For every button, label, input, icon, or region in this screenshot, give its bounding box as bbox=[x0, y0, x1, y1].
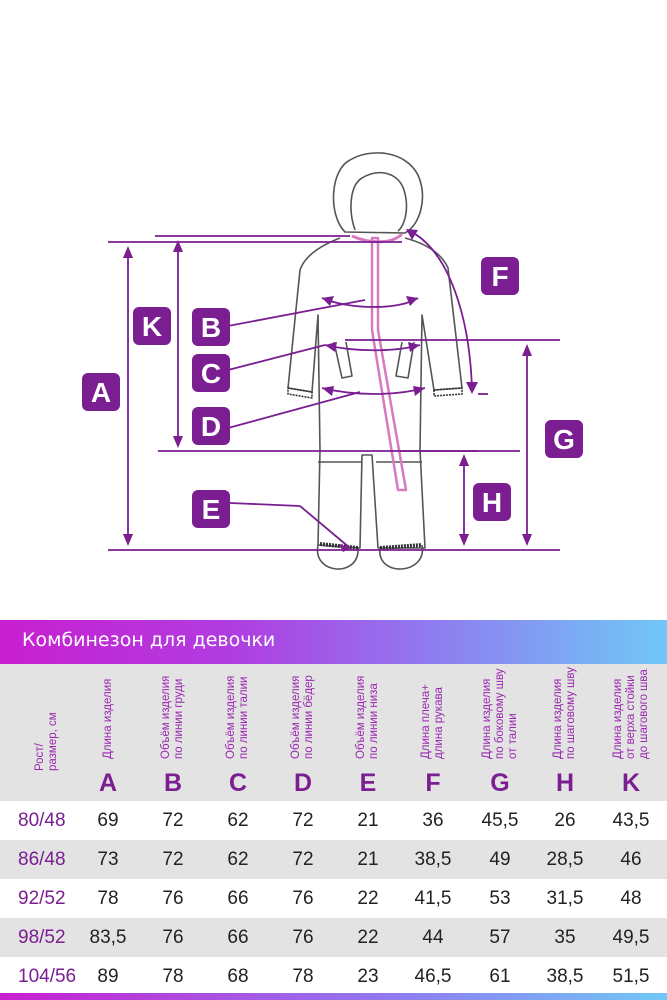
header-letter-h: H bbox=[555, 769, 575, 797]
header-size bbox=[8, 664, 74, 801]
jumpsuit-illustration bbox=[288, 153, 462, 569]
value-cell-h: 38,5 bbox=[546, 966, 584, 987]
value-cell-k: 49,5 bbox=[612, 927, 650, 948]
badge-B bbox=[192, 308, 230, 346]
header-letter-d: D bbox=[293, 769, 313, 797]
header-desc-a: Длина изделия bbox=[101, 678, 114, 759]
value-cell-b: 72 bbox=[162, 810, 184, 831]
value-cell-g: 45,5 bbox=[481, 810, 519, 831]
value-cell-e: 22 bbox=[357, 927, 379, 948]
table-row bbox=[0, 918, 667, 957]
value-cell-g: 53 bbox=[489, 888, 511, 909]
header-desc-g: Длина изделия по боковому шву от талии bbox=[480, 668, 519, 759]
header-desc-e: Объём изделия по линии низа bbox=[355, 675, 380, 759]
value-cell-k: 48 bbox=[620, 888, 642, 909]
badge-G-text: G bbox=[553, 424, 575, 455]
value-cell-g: 57 bbox=[489, 927, 511, 948]
badge-B-text: B bbox=[200, 312, 222, 343]
badge-F-text: F bbox=[491, 261, 509, 292]
value-cell-b: 76 bbox=[162, 927, 184, 948]
value-cell-c: 66 bbox=[227, 927, 249, 948]
size-cell: 104/56 bbox=[18, 966, 77, 987]
header-col-d bbox=[270, 664, 336, 801]
value-cell-d: 72 bbox=[292, 810, 314, 831]
header-letter-c: C bbox=[228, 769, 248, 797]
badge-F bbox=[481, 257, 519, 295]
value-cell-f: 38,5 bbox=[414, 849, 452, 870]
badge-G bbox=[545, 420, 583, 458]
bottom-gradient-bar bbox=[0, 993, 667, 1000]
table-row bbox=[0, 840, 667, 879]
value-cell-f: 41,5 bbox=[414, 888, 452, 909]
header-col-k bbox=[598, 664, 664, 801]
badge-C bbox=[192, 354, 230, 392]
badge-H-text: H bbox=[481, 487, 503, 518]
size-cell: 98/52 bbox=[18, 927, 66, 948]
badge-D-text: D bbox=[200, 411, 222, 442]
value-cell-e: 23 bbox=[357, 966, 379, 987]
badge-C-text: C bbox=[200, 358, 222, 389]
header-col-f bbox=[400, 664, 466, 801]
value-cell-d: 76 bbox=[292, 927, 314, 948]
value-cell-e: 22 bbox=[357, 888, 379, 909]
header-letter-b: B bbox=[163, 769, 183, 797]
header-col-e bbox=[335, 664, 401, 801]
header-col-a bbox=[75, 664, 141, 801]
size-cell: 80/48 bbox=[18, 810, 66, 831]
value-cell-h: 31,5 bbox=[546, 888, 584, 909]
value-cell-b: 78 bbox=[162, 966, 184, 987]
value-cell-g: 49 bbox=[489, 849, 511, 870]
badge-K-text: K bbox=[141, 311, 163, 342]
value-cell-f: 44 bbox=[422, 927, 444, 948]
value-cell-a: 69 bbox=[97, 810, 119, 831]
value-cell-d: 78 bbox=[292, 966, 314, 987]
header-col-c bbox=[205, 664, 271, 801]
header-letter-g: G bbox=[490, 769, 510, 797]
header-desc-b: Объём изделия по линии груди bbox=[160, 675, 185, 759]
value-cell-b: 76 bbox=[162, 888, 184, 909]
header-desc-c: Объём изделия по линии талии bbox=[225, 675, 250, 759]
badge-E bbox=[192, 490, 230, 528]
header-size-label: Рост/ размер, см bbox=[34, 712, 59, 771]
value-cell-c: 62 bbox=[227, 849, 249, 870]
value-cell-f: 46,5 bbox=[414, 966, 452, 987]
value-cell-k: 51,5 bbox=[612, 966, 650, 987]
value-cell-c: 62 bbox=[227, 810, 249, 831]
value-cell-h: 35 bbox=[554, 927, 576, 948]
value-cell-a: 83,5 bbox=[89, 927, 127, 948]
value-cell-a: 73 bbox=[97, 849, 119, 870]
value-cell-e: 21 bbox=[357, 810, 379, 831]
badge-A bbox=[82, 373, 120, 411]
header-col-b bbox=[140, 664, 206, 801]
value-cell-d: 76 bbox=[292, 888, 314, 909]
value-cell-b: 72 bbox=[162, 849, 184, 870]
size-table-header bbox=[0, 664, 667, 801]
badge-A-text: A bbox=[90, 377, 112, 408]
header-letter-f: F bbox=[425, 769, 441, 797]
value-cell-c: 66 bbox=[227, 888, 249, 909]
value-cell-k: 43,5 bbox=[612, 810, 650, 831]
table-row bbox=[0, 957, 667, 996]
badge-H bbox=[473, 483, 511, 521]
arrowheads bbox=[123, 229, 532, 552]
header-col-h bbox=[532, 664, 598, 801]
header-desc-d: Объём изделия по линии бёдер bbox=[290, 675, 315, 759]
value-cell-h: 28,5 bbox=[546, 849, 584, 870]
badge-E-text: E bbox=[201, 494, 221, 525]
value-cell-f: 36 bbox=[422, 810, 444, 831]
header-desc-f: Длина плеча+ длина рукава bbox=[420, 684, 445, 759]
badge-K bbox=[133, 307, 171, 345]
header-letter-k: K bbox=[621, 769, 641, 797]
value-cell-a: 78 bbox=[97, 888, 119, 909]
value-cell-g: 61 bbox=[489, 966, 511, 987]
table-row bbox=[0, 801, 667, 840]
header-letter-e: E bbox=[359, 769, 377, 797]
value-cell-a: 89 bbox=[97, 966, 119, 987]
value-cell-c: 68 bbox=[227, 966, 249, 987]
value-cell-d: 72 bbox=[292, 849, 314, 870]
size-cell: 86/48 bbox=[18, 849, 66, 870]
badge-D bbox=[192, 407, 230, 445]
value-cell-e: 21 bbox=[357, 849, 379, 870]
header-desc-h: Длина изделия по шаговому шву bbox=[552, 667, 577, 759]
title-banner bbox=[0, 620, 667, 664]
value-cell-k: 46 bbox=[620, 849, 642, 870]
banner-title: Комбинезон для девочки bbox=[22, 629, 276, 651]
header-letter-a: A bbox=[98, 769, 118, 797]
size-cell: 92/52 bbox=[18, 888, 66, 909]
header-desc-k: Длина изделия от верха стойки до шагового шва bbox=[611, 669, 650, 759]
table-row bbox=[0, 879, 667, 918]
value-cell-h: 26 bbox=[554, 810, 576, 831]
header-col-g bbox=[467, 664, 533, 801]
